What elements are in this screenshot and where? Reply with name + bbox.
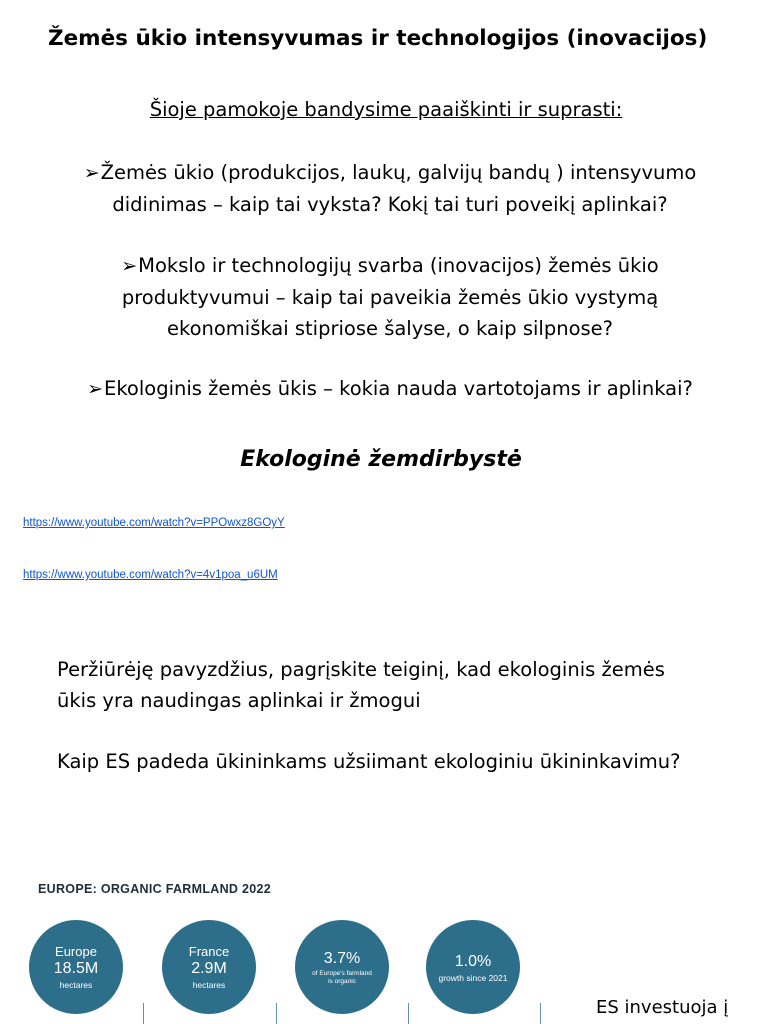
question-paragraph: Kaip ES padeda ūkininkams užsiimant ekologiniu ūkininkavimu? [57,750,681,773]
stat-value: 18.5M [53,960,99,977]
arrowhead-bullet-icon: ➢ [87,378,104,400]
youtube-link-2[interactable]: https://www.youtube.com/watch?v=4v1poa_u6UM [23,569,278,581]
paragraph-line: Peržiūrėję pavyzdžius, pagrįskite teiginį, kad ekologinis žemės [57,658,665,681]
stat-circle-france [162,920,256,1014]
section-heading: Ekologinė žemdirbystė [240,447,522,472]
stat-unit: hectares [59,980,93,990]
stat-circle-share [295,920,389,1014]
bullet-line: Žemės ūkio (produkcijos, laukų, galvijų bandų ) intensyvumo [100,161,697,184]
divider-line [143,1003,144,1024]
continued-text: ES investuoja į [596,997,729,1018]
page-title: Žemės ūkio intensyvumas ir technologijos (inovacijos) [48,26,708,51]
bullet-item-technology [40,250,740,344]
stat-value: 3.7% [323,949,361,967]
stat-unit: hectares [192,980,226,990]
stat-unit: growth since 2021 [438,972,508,983]
stat-circle-europe [29,920,123,1014]
stat-label: Europe [55,944,97,959]
infographic-title: EUROPE: ORGANIC FARMLAND 2022 [38,882,272,896]
youtube-link-1[interactable]: https://www.youtube.com/watch?v=PPOwxz8GOyY [23,517,285,529]
stat-unit: of Europe's farmland is organic [312,969,372,985]
stat-label: France [188,944,230,959]
stat-circle-growth [426,920,520,1014]
arrowhead-bullet-icon: ➢ [121,255,138,277]
bullet-line: ekonomiškai stipriose šalyse, o kaip silpnose? [166,317,614,340]
stat-value: 1.0% [454,952,492,970]
arrowhead-bullet-icon: ➢ [83,162,100,184]
bullet-line: produktyvumui – kaip tai paveikia žemės ūkio vystymą [121,286,659,309]
lesson-subtitle: Šioje pamokoje bandysime paaiškinti ir suprasti: [149,98,623,121]
paragraph-line: ūkis yra naudingas aplinkai ir žmogui [57,689,421,712]
divider-line [540,1003,541,1024]
bullet-line: Mokslo ir technologijų svarba (inovacijos) žemės ūkio [138,254,659,277]
bullet-line: didinimas – kaip tai vyksta? Kokį tai turi poveikį aplinkai? [112,193,668,216]
bullet-item-ecological [40,373,740,405]
task-paragraph [57,654,757,716]
stat-value: 2.9M [191,960,227,977]
bullet-line: Ekologinis žemės ūkis – kokia nauda vartotojams ir aplinkai? [104,377,693,400]
divider-line [408,1003,409,1024]
divider-line [276,1003,277,1024]
bullet-item-intensity [40,157,740,220]
